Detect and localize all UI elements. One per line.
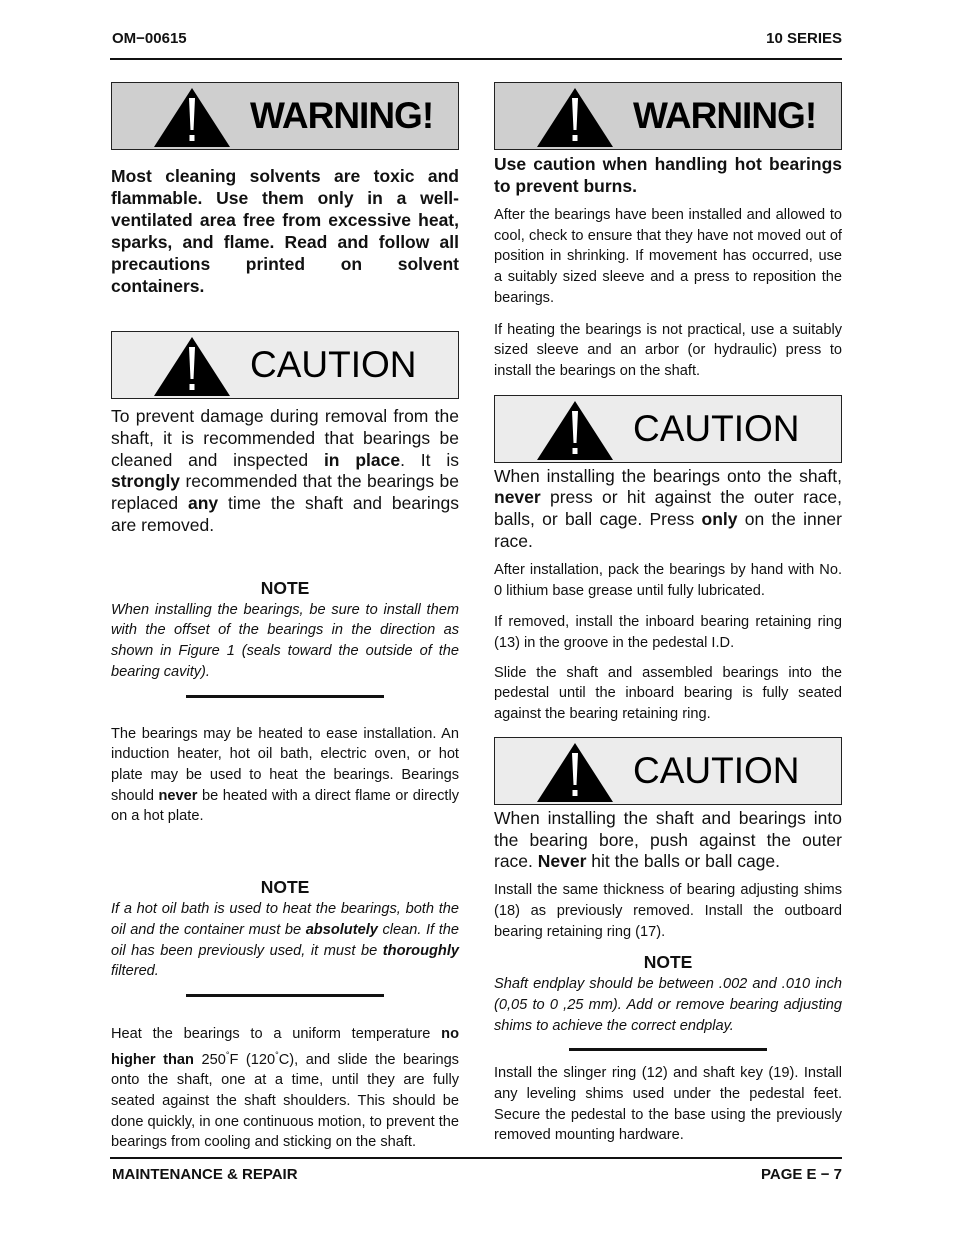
footer-rule bbox=[110, 1157, 842, 1159]
removal-caution-text: To prevent damage during removal from the shaft, it is recommended that bearings be cleaned and inspected in place. It is strongly recommended that the bearings be replaced any time the shaft and bearings are removed. bbox=[111, 406, 460, 535]
note-text: If a hot oil bath is used to heat the bearings, both the oil and the container must be absolutely clean. If the oil has been previously used, it must be thoroughly filtered. bbox=[111, 901, 459, 980]
bore-caution-text: When installing the shaft and bearings into the bearing bore, push against the outer race. Never hit the balls or ball cage. bbox=[494, 807, 842, 872]
warning-triangle-icon bbox=[535, 741, 615, 803]
caution-label: CAUTION bbox=[633, 407, 800, 449]
page-header bbox=[112, 30, 842, 47]
note-divider bbox=[186, 695, 384, 698]
left-column bbox=[111, 82, 459, 1153]
note-text: When installing the bearings, be sure to install them with the offset of the bearings in the direction as shown in Figure 1 (seals toward the outside of the bearing cavity). bbox=[111, 601, 459, 680]
retaining-ring-paragraph: If removed, install the inboard bearing retaining ring (13) in the groove in the pedestal I.D. bbox=[494, 614, 842, 651]
warning-label: WARNING! bbox=[633, 95, 817, 136]
install-caution-text: When installing the bearings onto the shaft, never press or hit against the outer race, balls, or ball cage. Press only on the inner race. bbox=[494, 465, 842, 552]
slide-shaft-paragraph: Slide the shaft and assembled bearings into the pedestal until the inboard bearing is fully seated against the bearing retaining ring. bbox=[494, 664, 842, 723]
warning-triangle-icon bbox=[152, 86, 232, 148]
note-title: NOTE bbox=[260, 577, 310, 598]
right-column bbox=[494, 82, 842, 1146]
doc-number: OM−00615 bbox=[112, 30, 187, 47]
warning-triangle-icon bbox=[535, 399, 615, 461]
press-paragraph: If heating the bearings is not practical, use a suitably sized sleeve and an arbor (or hydraulic) press to install the bearings on the shaft. bbox=[494, 321, 842, 379]
page-number: PAGE E − 7 bbox=[760, 1166, 842, 1183]
temperature-paragraph: Heat the bearings to a uniform temperature no higher than 250°F (120°C), and slide the bearings onto the shaft, one at a time, until they are fully seated against the shaft shoulders. This should be done quickly, in one continuous motion, to prevent the bearings from cooling and sticking on the shaft. bbox=[111, 1025, 459, 1151]
series-label: 10 SERIES bbox=[766, 30, 842, 47]
section-label: MAINTENANCE & REPAIR bbox=[112, 1166, 298, 1183]
page-footer bbox=[112, 1166, 842, 1183]
hot-bearing-warning-text: Use caution when handling hot bearings to prevent burns. bbox=[494, 154, 842, 196]
caution-label: CAUTION bbox=[250, 344, 417, 385]
caution-banner bbox=[494, 737, 842, 805]
note-title: NOTE bbox=[643, 952, 693, 973]
warning-banner bbox=[111, 82, 459, 150]
note-divider bbox=[569, 1048, 767, 1051]
note-title: NOTE bbox=[260, 877, 310, 898]
slinger-paragraph: Install the slinger ring (12) and shaft key (19). Install any leveling shims used under the pedestal feet. Secure the pedestal to the base using the previously removed mounting hardware. bbox=[494, 1065, 842, 1144]
warning-triangle-icon bbox=[535, 86, 615, 148]
heating-paragraph: The bearings may be heated to ease installation. An induction heater, hot oil bath, electric oven, or hot plate may be used to heat the bearings. Bearings should never be heated with a direct flame or directly on a hot plate. bbox=[111, 725, 460, 825]
cooling-paragraph: After the bearings have been installed and allowed to cool, check to ensure that they have not moved out of position in shrinking. If movement has occurred, use a suitably sized sleeve and a press to reposition the bearings. bbox=[494, 207, 842, 306]
warning-banner bbox=[494, 82, 842, 150]
header-rule bbox=[110, 58, 842, 60]
caution-label: CAUTION bbox=[633, 749, 800, 791]
note-divider bbox=[186, 994, 384, 997]
grease-paragraph: After installation, pack the bearings by hand with No. 0 lithium base grease until fully lubricated. bbox=[494, 561, 842, 599]
warning-label: WARNING! bbox=[250, 95, 434, 136]
shims-paragraph: Install the same thickness of bearing adjusting shims (18) as previously removed. Install the outboard bearing retaining ring (17). bbox=[494, 882, 842, 940]
caution-banner bbox=[111, 331, 459, 399]
caution-banner bbox=[494, 395, 842, 463]
solvent-warning-text: Most cleaning solvents are toxic and flammable. Use them only in a well-ventilated area free from excessive heat, sparks, and flame. Read and follow all precautions printed on solvent containers. bbox=[111, 166, 459, 296]
warning-triangle-icon bbox=[152, 335, 232, 397]
note-text: Shaft endplay should be between .002 and .010 inch (0,05 to 0 ,25 mm). Add or remove bearing adjusting shims to achieve the correct endplay. bbox=[494, 976, 842, 1034]
